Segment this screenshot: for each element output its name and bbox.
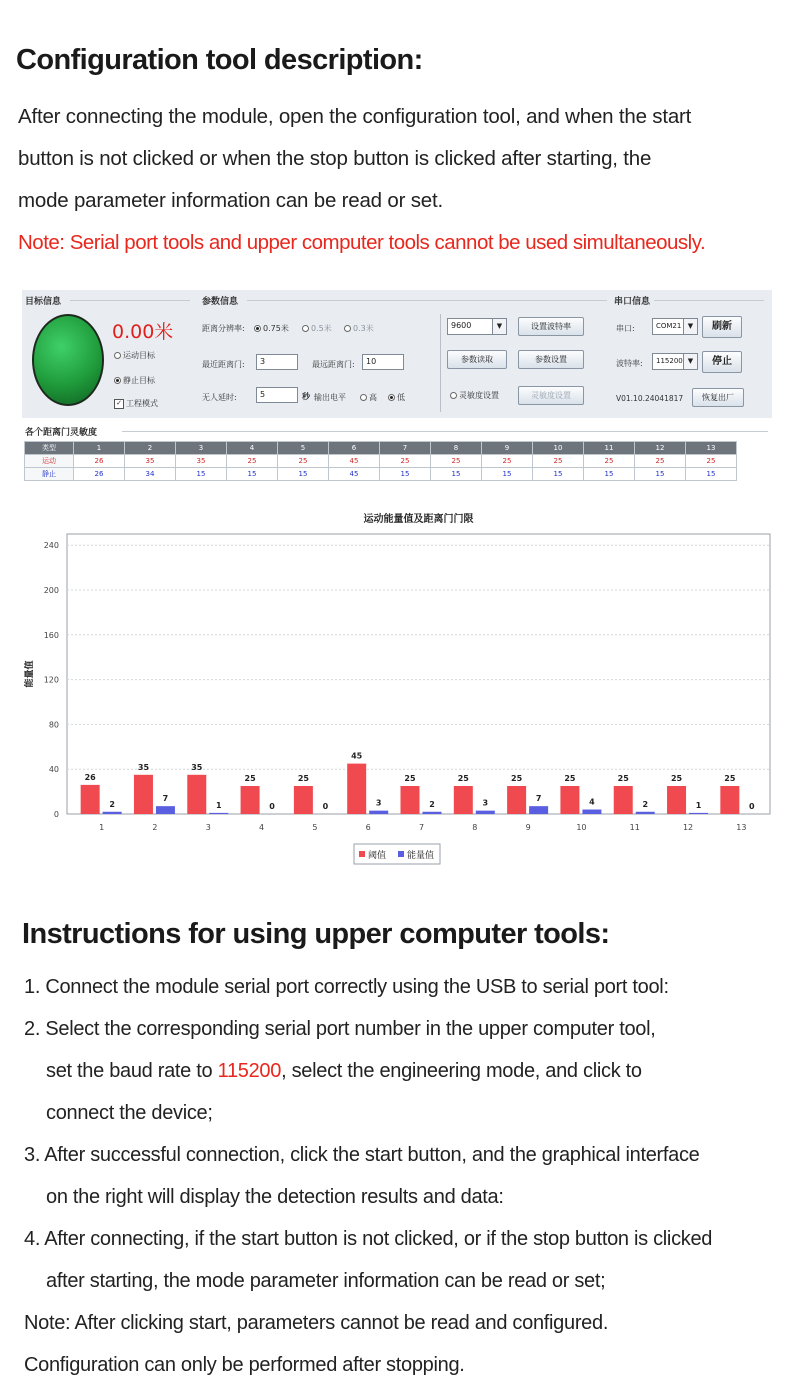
energy-data-label: 2 — [109, 799, 115, 809]
static-cell[interactable]: 26 — [74, 468, 125, 481]
x-tick-label: 8 — [472, 823, 478, 832]
read-params-button[interactable]: 参数读取 — [447, 350, 507, 369]
instruction-note-line-2: Configuration can only be performed after stopping. — [24, 1354, 465, 1376]
resolution-label: 距离分辨率: — [202, 324, 245, 333]
y-tick-label: 120 — [43, 675, 59, 685]
x-tick-label: 13 — [736, 823, 747, 832]
energy-data-label: 0 — [269, 802, 275, 811]
radio-off-icon — [450, 392, 457, 399]
static-cell[interactable]: 34 — [125, 468, 176, 481]
min-gate-input[interactable]: 3 — [256, 354, 298, 370]
x-tick-label: 7 — [418, 823, 425, 832]
threshold-bar — [454, 786, 473, 814]
instruction-item-1: 1. Connect the module serial port correctly using the USB to serial port tool: — [24, 976, 669, 998]
threshold-cell[interactable]: 25 — [431, 455, 482, 468]
config-line-1: After connecting the module, open the configuration tool, and when the start — [18, 105, 692, 128]
y-tick-label: 80 — [48, 720, 59, 730]
group-divider — [247, 300, 607, 301]
section-heading-instructions: Instructions for using upper computer tools: — [22, 918, 610, 950]
radio-off-icon — [344, 325, 351, 332]
gate-header-cell: 1 — [74, 442, 125, 455]
chart-title: 运动能量值及距离门门限 — [363, 514, 474, 525]
output-level-label: 输出电平 — [314, 393, 346, 402]
x-tick-label: 6 — [365, 823, 371, 832]
group-divider — [122, 431, 768, 432]
threshold-cell[interactable]: 25 — [635, 455, 686, 468]
radio-on-icon — [254, 325, 261, 332]
gate-header-cell: 2 — [125, 442, 176, 455]
instruction-item-2-line-3: connect the device; — [46, 1102, 213, 1124]
gates-sensitivity-table — [24, 441, 737, 481]
instruction-note-line-1: Note: After clicking start, parameters cannot be read and configured. — [24, 1312, 609, 1334]
gate-header-cell: 11 — [584, 442, 635, 455]
static-cell[interactable]: 15 — [584, 468, 635, 481]
energy-data-label: 7 — [535, 794, 542, 804]
energy-bar — [156, 806, 175, 814]
threshold-bar — [401, 786, 420, 814]
baud-text-pre: set the baud rate to — [46, 1060, 218, 1082]
threshold-cell[interactable]: 35 — [125, 455, 176, 468]
stop-button[interactable]: 停止 — [702, 351, 742, 373]
threshold-data-label: 35 — [137, 762, 150, 772]
threshold-bar — [81, 785, 100, 814]
baud-select-value: 9600 — [451, 321, 472, 330]
gates-table-title: 各个距离门灵敏度 — [25, 428, 98, 438]
energy-data-label: 2 — [642, 799, 649, 809]
instruction-item-4-line-2: after starting, the mode parameter information can be read or set; — [46, 1270, 606, 1292]
energy-data-label: 3 — [482, 798, 489, 808]
y-tick-label: 240 — [43, 541, 59, 551]
legend-label-threshold: 阈值 — [368, 851, 387, 861]
static-cell[interactable]: 15 — [227, 468, 278, 481]
static-target-label: 静止目标 — [123, 376, 155, 385]
serial-group-title: 串口信息 — [614, 297, 651, 307]
chevron-down-icon[interactable]: ▼ — [683, 319, 697, 334]
port-select[interactable] — [652, 318, 698, 335]
no-one-delay-input[interactable]: 5 — [256, 387, 298, 403]
port-select-value: COM21 — [656, 322, 682, 330]
energy-bar — [369, 811, 388, 814]
threshold-cell[interactable]: 26 — [74, 455, 125, 468]
threshold-cell[interactable]: 25 — [686, 455, 737, 468]
min-gate-label: 最近距离门: — [202, 360, 245, 369]
table-corner-cell: 类型 — [25, 442, 74, 455]
legend-swatch-threshold — [359, 851, 365, 857]
moving-target-radio[interactable] — [114, 350, 155, 361]
group-divider — [654, 300, 764, 301]
config-line-2: button is not clicked or when the stop button is clicked after starting, the — [18, 147, 652, 170]
threshold-cell[interactable]: 25 — [227, 455, 278, 468]
threshold-bar — [560, 786, 579, 814]
param-group-title: 参数信息 — [202, 297, 239, 307]
chevron-down-icon[interactable]: ▼ — [492, 319, 506, 334]
energy-data-label: 1 — [215, 800, 222, 810]
distance-readout: 0.00米 — [112, 321, 174, 343]
config-line-3: mode parameter information can be read or set. — [18, 189, 443, 212]
static-cell[interactable]: 15 — [635, 468, 686, 481]
threshold-data-label: 45 — [351, 751, 363, 761]
energy-bar — [529, 806, 548, 814]
threshold-cell[interactable]: 25 — [278, 455, 329, 468]
threshold-bar — [347, 764, 366, 814]
factory-reset-button[interactable]: 恢复出厂 — [692, 388, 744, 407]
level-low-radio[interactable] — [388, 392, 405, 403]
moving-target-label: 运动目标 — [123, 351, 155, 360]
chevron-down-icon[interactable]: ▼ — [683, 354, 697, 369]
max-gate-label: 最远距离门: — [312, 360, 355, 369]
static-cell[interactable]: 15 — [533, 468, 584, 481]
instruction-item-2-line-1: 2. Select the corresponding serial port number in the upper computer tool, — [24, 1018, 656, 1040]
energy-bar-chart — [22, 504, 772, 874]
energy-data-label: 4 — [589, 797, 595, 807]
gate-header-cell: 12 — [635, 442, 686, 455]
gate-header-cell: 4 — [227, 442, 278, 455]
threshold-bar — [720, 786, 739, 814]
y-tick-label: 160 — [43, 630, 59, 640]
gates-header-row — [25, 442, 737, 455]
threshold-bar — [294, 786, 313, 814]
threshold-row — [25, 455, 737, 468]
legend-label-energy: 能量值 — [407, 851, 435, 861]
gate-header-cell: 7 — [380, 442, 431, 455]
threshold-data-label: 25 — [404, 774, 416, 783]
threshold-data-label: 35 — [191, 762, 203, 772]
resolution-option-label: 0.5米 — [311, 324, 332, 333]
resolution-option-05[interactable] — [302, 323, 332, 334]
x-tick-label: 10 — [576, 823, 587, 832]
gate-header-cell: 6 — [329, 442, 380, 455]
energy-bar — [209, 813, 228, 814]
group-divider — [70, 300, 190, 301]
gate-header-cell: 3 — [176, 442, 227, 455]
energy-data-label: 2 — [429, 799, 435, 809]
radio-on-icon — [388, 394, 395, 401]
threshold-data-label: 25 — [297, 774, 309, 783]
refresh-button[interactable]: 刷新 — [702, 316, 742, 338]
y-tick-label: 200 — [43, 586, 59, 595]
sensitivity-radio[interactable] — [450, 390, 499, 401]
gate-header-cell: 5 — [278, 442, 329, 455]
y-tick-label: 40 — [48, 765, 59, 775]
target-group-title: 目标信息 — [25, 297, 62, 307]
legend-swatch-energy — [398, 851, 404, 857]
baud-rate-select[interactable] — [447, 318, 507, 335]
instruction-item-3-line-1: 3. After successful connection, click the start button, and the graphical interface — [24, 1144, 700, 1166]
threshold-cell[interactable]: 25 — [482, 455, 533, 468]
firmware-version: V01.10.24041817 — [616, 394, 684, 403]
threshold-data-label: 25 — [724, 774, 736, 783]
static-cell[interactable]: 15 — [176, 468, 227, 481]
threshold-cell[interactable]: 35 — [176, 455, 227, 468]
threshold-bar — [134, 775, 153, 814]
static-target-radio[interactable] — [114, 375, 155, 386]
y-axis-label: 能量值 — [25, 660, 35, 688]
threshold-cell[interactable]: 25 — [584, 455, 635, 468]
energy-bar — [423, 812, 442, 814]
static-cell[interactable]: 15 — [482, 468, 533, 481]
no-one-delay-label: 无人延时: — [202, 393, 237, 402]
config-note: Note: Serial port tools and upper computer tools cannot be used simultaneously. — [18, 231, 706, 254]
energy-bar — [689, 813, 708, 814]
serial-baud-value: 115200 — [656, 357, 683, 365]
vertical-divider — [440, 314, 441, 412]
gate-header-cell: 10 — [533, 442, 584, 455]
level-high-label: 高 — [369, 393, 377, 402]
plot-area — [67, 534, 770, 814]
energy-bar — [636, 812, 655, 814]
config-tool-window — [22, 290, 772, 875]
gate-header-cell: 9 — [482, 442, 533, 455]
energy-data-label: 3 — [375, 798, 382, 808]
energy-data-label: 1 — [695, 800, 702, 810]
radio-off-icon — [302, 325, 309, 332]
port-label: 串口: — [616, 324, 635, 333]
threshold-data-label: 25 — [564, 774, 576, 783]
threshold-data-label: 25 — [511, 774, 523, 783]
engineering-mode-checkbox[interactable] — [114, 398, 158, 409]
engineering-mode-label: 工程模式 — [126, 399, 158, 408]
x-tick-label: 3 — [205, 823, 211, 832]
resolution-option-label: 0.3米 — [353, 324, 374, 333]
config-description — [18, 96, 788, 264]
baud-label: 波特率: — [616, 359, 643, 368]
sensitivity-button[interactable]: 灵敏度设置 — [518, 386, 584, 405]
checkbox-checked-icon: ✓ — [114, 399, 124, 409]
static-cell[interactable]: 15 — [278, 468, 329, 481]
y-tick-label: 0 — [53, 810, 59, 819]
baud-text-post: , select the engineering mode, and click to — [281, 1060, 642, 1082]
instruction-item-2-line-2 — [46, 1060, 642, 1083]
serial-baud-select[interactable] — [652, 353, 698, 370]
static-cell[interactable]: 15 — [686, 468, 737, 481]
threshold-data-label: 26 — [84, 772, 96, 782]
baud-highlight: 115200 — [217, 1060, 282, 1082]
threshold-cell[interactable]: 25 — [380, 455, 431, 468]
x-tick-label: 12 — [682, 823, 694, 832]
threshold-bar — [241, 786, 260, 814]
threshold-bar — [667, 786, 686, 814]
radio-on-icon — [114, 377, 121, 384]
threshold-data-label: 25 — [244, 774, 256, 783]
threshold-cell[interactable]: 25 — [533, 455, 584, 468]
x-tick-label: 2 — [152, 823, 158, 832]
energy-data-label: 7 — [162, 794, 169, 804]
energy-bar — [476, 811, 495, 814]
gate-header-cell: 13 — [686, 442, 737, 455]
energy-data-label: 0 — [322, 802, 329, 811]
resolution-option-label: 0.75米 — [263, 324, 289, 333]
threshold-bar — [187, 775, 206, 814]
threshold-row-label: 运动 — [25, 455, 74, 468]
energy-bar — [582, 810, 601, 814]
static-cell[interactable]: 45 — [329, 468, 380, 481]
radio-off-icon — [114, 352, 121, 359]
presence-indicator-light — [32, 314, 104, 406]
gate-header-cell: 8 — [431, 442, 482, 455]
section-heading-config: Configuration tool description: — [16, 44, 423, 76]
energy-bar — [103, 812, 122, 814]
energy-data-label: 0 — [749, 802, 755, 811]
set-baud-button[interactable]: 设置波特率 — [518, 317, 584, 336]
threshold-bar — [507, 786, 526, 814]
threshold-data-label: 25 — [617, 774, 629, 783]
max-gate-input[interactable]: 10 — [362, 354, 404, 370]
static-row — [25, 468, 737, 481]
x-tick-label: 5 — [312, 823, 318, 832]
static-row-label: 静止 — [25, 468, 74, 481]
threshold-data-label: 25 — [457, 774, 469, 783]
x-tick-label: 4 — [259, 823, 265, 832]
static-cell[interactable]: 15 — [431, 468, 482, 481]
resolution-option-075[interactable] — [254, 323, 289, 334]
x-tick-label: 11 — [629, 823, 640, 832]
radio-off-icon — [360, 394, 367, 401]
sensitivity-radio-label: 灵敏度设置 — [459, 391, 499, 400]
level-low-label: 低 — [397, 393, 405, 402]
threshold-cell[interactable]: 45 — [329, 455, 380, 468]
set-params-button[interactable]: 参数设置 — [518, 350, 584, 369]
x-tick-label: 1 — [99, 823, 105, 832]
threshold-bar — [614, 786, 633, 814]
instruction-item-4-line-1: 4. After connecting, if the start button is not clicked, or if the stop button is clicked — [24, 1228, 713, 1250]
static-cell[interactable]: 15 — [380, 468, 431, 481]
level-high-radio[interactable] — [360, 392, 377, 403]
threshold-data-label: 25 — [670, 774, 683, 783]
x-tick-label: 9 — [525, 823, 531, 832]
instruction-item-3-line-2: on the right will display the detection results and data: — [46, 1186, 504, 1208]
resolution-option-03[interactable] — [344, 323, 374, 334]
seconds-unit: 秒 — [302, 392, 310, 401]
